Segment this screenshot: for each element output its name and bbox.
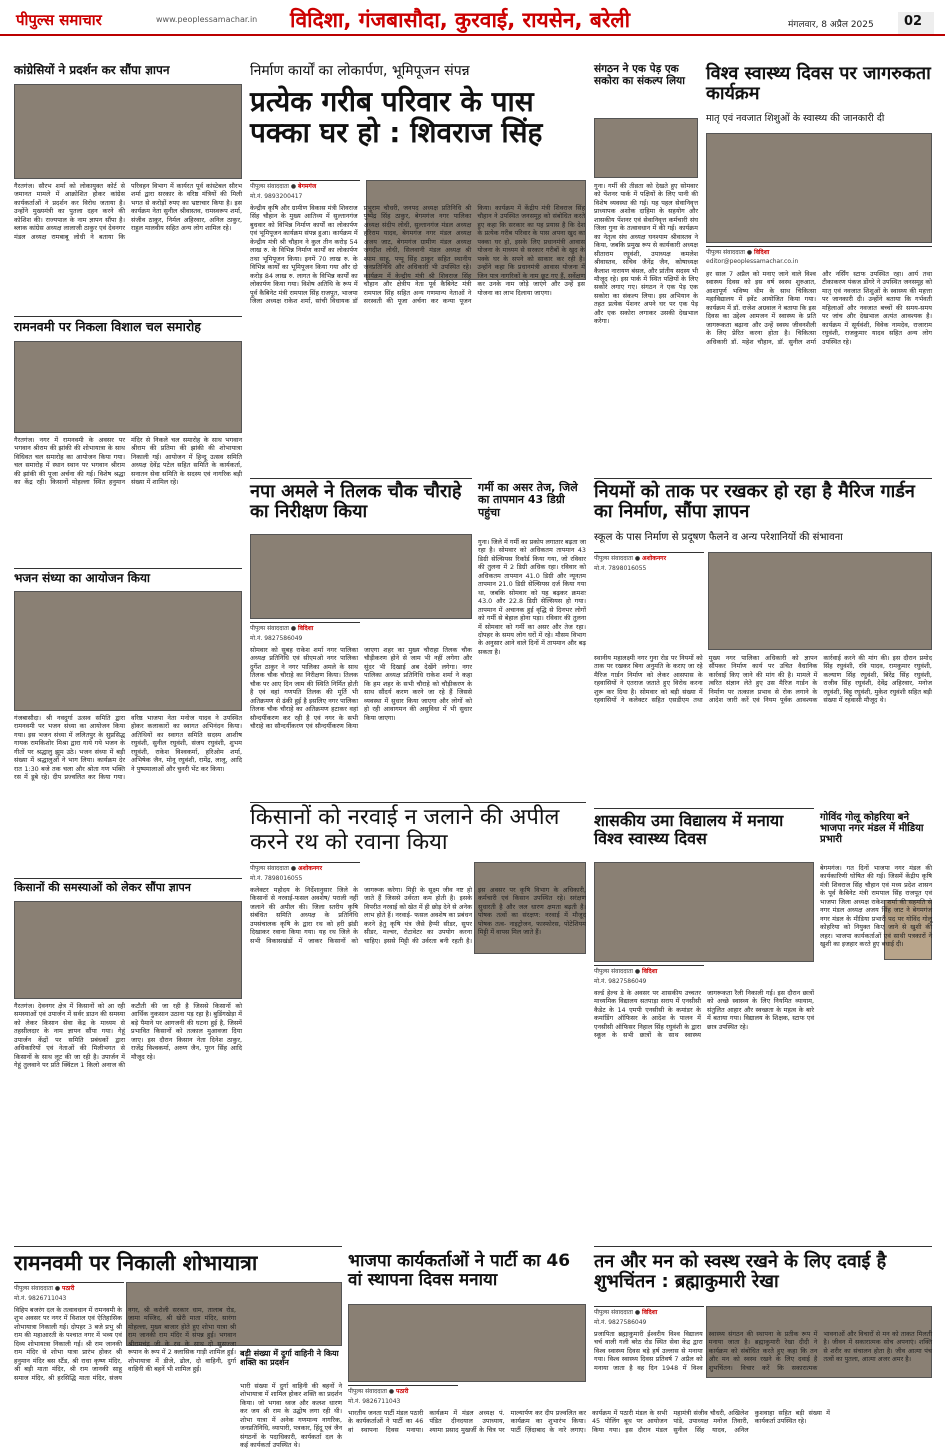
story-farmers-memorandum: गैरतगंज। देवनगर क्षेत्र में किसानों को आ रही समस्याओं एवं उपार्जन में सर्वर डाउन की समस्या को लेकर किसान सेवा केंद्र के माध्यम से तहसीलदार के नाम ज्ञापन सौंपा गया। गेहूं उपार्जन केंद्रों पर समिति प्रबंधकों द्वारा अधिकारियों एवं नेताओं की मिलीभगत से किसानों के साथ लूट की जा रही है। उपार्जन में गेहूं तुलवाने पर प्रति क्विंटल 1 किलो अनाज की कटौती की जा रही है जिससे किसानों को आर्थिक नुकसान उठाना पड़ रहा है। बुडिंगखेड़ा में बड़े पैमाने पर आगजनी की घटना हुई है, जिसमें प्रभावित किसानों को तत्काल मुआवजा दिया जाए। इस दौरान किसान नेता दिनेश ठाकुर, राजेंद्र विश्वकर्मा, अरुण जैन, पूरन सिंह आदि मौजूद रहे। (14, 1002, 242, 1070)
photo-ek-ped-ek-sakora (594, 118, 698, 178)
tilak-byline: पीपुल्स संवाददाता ● विदिशा (250, 622, 360, 633)
story-narwai-rath: कलेक्टर महोदय के निर्देशानुसार जिले के किसानों से नरवाई-फसल अवशेष/ पराली नहीं जलाने की अपील की। जिला स्तरीय कृषि संबंधित समिति अध्यक्ष के प्रतिनिधि उपसंचालक कृषि के द्वारा रथ को हरी झंडी दिखाकर रवाना किया गया। यह रथ जिले के सभी विकासखंडों में जाकर किसानों को जागरूक करेगा। मिट्टी के सूक्ष्म जीव नष्ट हो जाते हैं जिससे उर्वरता कम होती है। इसके विपरीत नरवाई को खेत में ही छोड़ देने से अनेक लाभ होते हैं। नरवाई- फसल अवशेष का प्रबंधन करने हेतु कृषि यंत्र जैसे हैप्पी सीडर, सुपर सीडर, मल्चर, रोटावेटर का उपयोग करना चाहिए। इससे मिट्टी की उर्वरता बनी रहती है। इस अवसर पर कृषि विभाग के अधिकारी, कर्मचारी एवं किसान उपस्थित रहे। सरंक्षण सुधारती है और जल धारण क्षमता बढ़ती है। पोषक तत्वों का संरक्षण: नरवाई में मौजूद पोषक तत्व- नाइट्रोजन, फास्फोरस, पोटेशियम मिट्टी में वापस मिल जाते हैं। (250, 886, 586, 945)
photo-congress-protest (14, 84, 242, 179)
story-marriage-garden: स्थानीय महालक्ष्मी नगर गुना रोड पर नियमों को ताक पर रखकर बिना अनुमति के कराए जा रहे मैरिज गार्डन निर्माण को लेकर आसपास के रहवासियों ने एतराज जताते हुए विरोध करना शुरू कर दिया है। सोमवार को बड़ी संख्या में रहवासियों ने कलेक्टर सहित एसडीएम तथा मुख्य नगर पालिका अधिकारी को ज्ञापन सौंपकर निर्माण कार्य पर उचित वैधानिक कार्रवाई किए जाने की मांग की है। मामले में त्वरित संज्ञान लेते हुए उस मैरिज गार्डन के निर्माण पर तत्काल प्रभाव से रोक लगाने के आदेश जारी करें एवं नियम पूर्वक आवश्यक कार्रवाई करने की मांग की। इस दौरान प्रमोद सिंह रघुवंशी, रवि यादव, रामकुमार रघुवंशी, कल्याण सिंह रघुवंशी, बिरेंद्र सिंह रघुवंशी, राजीव सिंह रघुवंशी, देवेंद्र अहिरवार, मनोज रघुवंशी, बिट्टू रघुवंशी, मुकेश रघुवंशी सहित बड़ी संख्या में रहवासी मौजूद थे। (594, 654, 932, 705)
headline-durga-vahini: बड़ी संख्या में दुर्गा वाहिनी ने किया शक्ति का प्रदर्शन (240, 1349, 339, 1367)
lead-mobile: मो.नं. 9893200417 (250, 193, 303, 200)
garden-byline: पीपुल्स संवाददाता ● अशोकनगर (594, 552, 704, 563)
headline-brahmakumari-rekha: तन और मन को स्वस्थ रखने के लिए दवाई है शुभचिंतन : ब्रह्माकुमारी रेखा (594, 1251, 887, 1293)
lead-story: केन्द्रीय कृषि और ग्रामीण विकास मंत्री शिवराज सिंह चौहान के मुख्य आतिथ्य में सुल्तानगंज बुधवार को विभिन्न निर्माण कार्यों का लोकार्पण एवं भूमिपूजन कार्यक्रम संपन्न हुआ। कार्यक्रम में केन्द्रीय मंत्री श्री चौहान ने कुल तीन करोड़ 54 लाख रु. के विभिन्न निर्माण कार्यों का लोकार्पण तथा भूमिपूजन किया। इनमें 70 लाख रु. के विभिन्न कार्यों का भूमिपूजन किया गया और दो करोड़ 84 लाख रु. लागत के विभिन्न कार्यों का लोकार्पण किया गया। विशेष अतिथि के रूप में पूर्व कैबिनेट मंत्री रामपाल सिंह राजपूत, भाजपा जिला अध्यक्ष राकेश शर्मा, सांची विधायक डॉ प्रभुराम चौधरी, जनपद अध्यक्ष प्रतिनिधि श्री पुष्पेंद्र सिंह ठाकुर, बेगमगंज नगर पालिका अध्यक्ष संदीप लोधी, सुल्तानगंज मंडल अध्यक्ष हरिराम यादव, बेगमगंज नगर मंडल अध्यक्ष अजय जाट, बेगमगंज ग्रामीण मंडल अध्यक्ष जगदीश लोधी, सिलवानी मंडल अध्यक्ष श्री श्याम साहू, पप्पू सिंह ठाकुर सहित स्थानीय जनप्रतिनिधि और अधिकारी भी उपस्थित रहे। कार्यक्रम में केन्द्रीय मंत्री श्री शिवराज सिंह चौहान और क्षेत्रीय नेता पूर्व कैबिनेट मंत्री रामपाल सिंह सहित अन्य गणमान्य नेताओं ने सरस्वती की पूजा अर्चना कर कन्या पूजन किया। कार्यक्रम में केंद्रीय मंत्री शिवराज सिंह चौहान ने उपस्थित जनसमूह को संबोधित करते हुए कहा कि सरकार का यह प्रयास है कि देश के प्रत्येक गरीब परिवार के पास अपना खुद का पक्का घर हो, इसके लिए प्रधानमंत्री आवास योजना के माध्यम से सरकार गरीबों के खुद के पक्के घर के सपने को साकार कर रही है। उन्होंने कहा कि प्रधानमंत्री आवास योजना में जिन पात्र नागरिकों के नाम छूट गए हैं, सर्वेक्षण कर उनके नाम जोड़े जाएंगे और उन्हें इस योजना का लाभ दिलाया जाएगा। (250, 204, 585, 305)
story-world-health-day: हर साल 7 अप्रैल को मनाए जाने वाले विश्व स्वास्थ्य दिवस को इस वर्ष स्वस्थ शुरुआत, आशापूर्ण भविष्य थीम के साथ चिकित्सा महाविद्यालय में इवेंट आयोजित किया गया। कार्यक्रम में डॉ. राजेश अग्रवाल ने बताया कि इस दिवस का उद्देश्य आमजन में स्वास्थ्य के प्रति जागरूकता बढ़ाना और उन्हें स्वस्थ जीवनशैली के लिए प्रेरित करना होता है। चिकित्सा अधिकारी डॉ. महेश चौहान, डॉ. सुनील शर्मा और नर्सिंग स्टाफ उपस्थित रहा। आर्य तथा टीकाकरण पंकज डोंगरे ने उपस्थित जनसमूह को मातृ एवं नवजात शिशुओं के स्वास्थ्य की महत्ता पर जानकारी दी। उन्होंने बताया कि गर्भवती महिलाओं और नवजात बच्चों की समय-समय पर जांच और देखभाल अत्यंत आवश्यक है। कार्यक्रम में सूर्यवंशी, विवेक नामदेव, राजाराम रघुवंशी, राजकुमार यादव सहित अन्य लोग उपस्थित रहे। (706, 270, 932, 346)
story-media-prabhari: बेगमगंज। गत दिनों भाजपा नगर मंडल की कार्यकारिणी घोषित की गई। जिसमें केंद्रीय कृषि मंत्री शिवराज सिंह चौहान एवं मध्य प्रदेश शासन के पूर्व कैबिनेट मंत्री रामपाल सिंह राजपूत एवं भाजपा जिला अध्यक्ष राकेश शर्मा की सहमति से नगर मंडल अध्यक्ष अजय सिंह जाट ने बेगमगंज नगर मंडल के मीडिया प्रभारी पद पर गोविंद गोलू कोहरिया को नियुक्त किए जाने से खुशी की लहर। भाजपा कार्यकर्ताओं एवं साथी पत्रकारों ने खुशी का इजहार करते हुए बधाई दी। (820, 864, 932, 949)
story-bhajan-sandhya: गंजबासौदा। श्री नवदुर्गा उत्सव समिति द्वारा रामनवमी पर भजन संध्या का आयोजन किया गया। इस भजन संध्या में ललितपुर के सुप्रसिद्ध गायक रामकिशोर मिश्रा द्वारा गाये गये भजन के गीतों पर श्रद्धालु झूम उठे। भजन संध्या में बड़ी संख्या में श्रद्धालुओं ने भाग लिया। कार्यक्रम देर रात 1:30 बजे तक चला और श्रोता गण भक्ति रस में डूबे रहे। दीप प्रज्वलित कर किया गया। वरिष्ठ भाजपा नेता मनोज यादव ने उपस्थित होकर कलाकारों का स्वागत अभिनंदन किया। अतिथियों का स्वागत समिति सदस्य आशीष रघुवंशी, सुनील रघुवंशी, संजय रघुवंशी, शुभम रघुवंशी, राकेश विश्वकर्मा, हरिओम शर्मा, अभिषेक जैन, मोनू रघुवंशी, रामेंद्र, लालू, आदि ने पुष्पमालाओं और चुनरी भेंट कर किया। (14, 714, 242, 782)
photo-marriage-garden (708, 552, 932, 650)
headline-bjp-foundation-day: भाजपा कार्यकर्ताओं ने पार्टी का 46 वां स्थापना दिवस मनाया (348, 1251, 571, 1291)
headline-media-prabhari: गोविंद गोलू कोहरिया बने भाजपा नगर मंडल में मीडिया प्रभारी (820, 812, 924, 846)
page-number: 02 (898, 12, 934, 34)
headline-congress-protest: कांग्रेसियों ने प्रदर्शन कर सौंपा ज्ञापन (14, 63, 170, 77)
newspaper-logo: पीपुल्स समाचार (16, 11, 102, 29)
bjp-mobile: मो.नं. 9826711043 (348, 1398, 401, 1405)
shobhayatra-byline: पीपुल्स संवाददाता ● पठारी (14, 1282, 124, 1293)
photo-uma-vidyalaya (594, 862, 814, 962)
health-byline: पीपुल्स संवाददाता ● विदिशा (706, 246, 932, 257)
story-ramnavami-procession: गैरतगंज। नगर में रामनवमी के अवसर पर भगवान श्रीराम की झांकी की शोभायात्रा के साथ विधिवत चल समारोह का आयोजन किया गया। चल समारोह में स्थान स्थान पर भगवान श्रीराम की झांकी की पूजा अर्चना की गई। विशेष श्रद्धा का केंद्र रही। किसानों मोहल्ला स्थित हनुमान मंदिर से निकले चल समारोह के साथ भगवान श्रीराम की प्रतिमा की झांकी की शोभायात्रा निकाली गई। आयोजन में हिन्दू उत्सव समिति अध्यक्ष देवेंद्र पटेल सहित समिति के कार्यकर्ता, सनातन सेवा समिति के सदस्य एवं नागरिक बड़ी संख्या में शामिल रहे। (14, 436, 242, 487)
issue-date: मंगलवार, 8 अप्रैल 2025 (788, 20, 874, 30)
lead-byline: पीपुल्स संवाददाता ● बेगमगंज (250, 180, 360, 191)
story-ek-ped-ek-sakora: गुना। गर्मी की तीव्रता को देखते हुए सोमवार को पेंशनर पार्क में पक्षियों के लिए पानी की विशेष व्यवस्था की गई। यह पहल सेवानिवृत्त प्राध्यापक अशोक दाहिमा के सहयोग और शासकीय पेंशनर एवं सेवानिवृत्त कर्मचारी संघ जिला गुना के तत्वावधान में की गई। कार्यक्रम का नेतृत्व संघ अध्यक्ष घनश्याम श्रीवास्तव ने किया, जबकि प्रमुख रूप से कार्यकारी अध्यक्ष सीताराम रघुवंशी, उपाध्यक्ष कमलेश श्रीवास्तव, सचिव जैनेंद्र जैन, कोषाध्यक्ष कैलाश नारायण बंसल, और प्रांतीय सदस्य भी मौजूद रहे। इस पार्क में स्थित पक्षियों के लिए सकोरे लगाए गए। संगठन ने एक पेड़ एक सकोरा का संकल्प लिया। इस अभियान के तहत प्रत्येक पेंशनर अपने घर पर एक पेड़ और एक सकोरा लगाकर उसकी देखभाल करेगा। (594, 182, 698, 326)
garden-mobile: मो.नं. 7898016055 (594, 565, 647, 572)
subhead-world-health-day: मातृ एवं नवजात शिशुओं के स्वास्थ्य की जानकारी दी (706, 113, 885, 124)
region-title: विदिशा, गंजबासौदा, कुरवाई, रायसेन, बरेली (290, 8, 631, 32)
bjp-byline: पीपुल्स संवाददाता ● पठारी (348, 1385, 458, 1396)
headline-uma-vidyalaya: शासकीय उमा विद्यालय में मनाया विश्व स्वास्थ्य दिवस (594, 811, 784, 848)
story-tilak-chowk: सोमवार को सुबह राकेश शर्मा नगर पालिका अध्यक्ष प्रतिनिधि एवं सीएमओ नगर पालिका दुर्गेश ठाकुर ने नगर पालिका अमले के साथ तिलक चौक चौराहे का निरीक्षण किया। तिलक चौक पर आए दिन जाम की स्थिति निर्मित होती है एवं वहां गणपति तिलक की मूर्ति भी अतिक्रमण से ढंकी हुई है इसलिए नगर पालिका तिलक चौक चौराहे का अतिक्रमण हटाकर वहां सौन्दर्यीकरण कर रही है एवं नगर के सभी चौराहे का सौन्दर्यीकरण एवं सौन्दर्यीकरण किया जाएगा शहर का मुख्य चौराहा तिलक चौक चौड़ीकरण होने से जाम भी नहीं लगेगा और सुंदर भी दिखाई अब देखेंगे लगेगा। नगर पालिका अध्यक्ष प्रतिनिधि राकेश शर्मा ने कहा कि हम शहर के सभी चौराहे को चौड़ीकरण के साथ सौंदर्य करण करने जा रहे हैं जिससे व्यवस्था में सुधार किया जाएगा और लोगों को हो रही आवागमन की असुविधा में भी सुधार किया जाएगा। (250, 646, 472, 731)
story-heat-43-degrees: गुना। जिले में गर्मी का प्रकोप लगातार बढ़ता जा रहा है। सोमवार को अधिकतम तापमान 43 डिग्री सेल्सियस रिकॉर्ड किया गया, जो रविवार की तुलना में 2 डिग्री अधिक रहा। रविवार को अधिकतम तापमान 41.0 डिग्री और न्यूनतम तापमान 21.0 डिग्री सेल्सियस दर्ज किया गया था, जबकि सोमवार को यह बढ़कर क्रमशः 43.0 और 22.8 डिग्री सेल्सियस हो गया। तापमान में अचानक हुई वृद्धि से दिनभर लोगों को गर्मी से बेहाल होना पड़ा। रविवार की तुलना में सोमवार को गर्मी का असर और तेज रहा। दोपहर के समय लोग घरों में रहे। मौसम विभाग के अनुसार आने वाले दिनों में तापमान और बढ़ सकता है। (478, 538, 586, 656)
photo-bhajan-sandhya (14, 591, 242, 711)
story-uma-vidyalaya: वर्ल्ड हेल्थ डे के अवसर पर शासकीय उच्चतर माध्यमिक विद्यालय सतपाड़ा सराय में एनसीसी कैडेट के 14 एमपी एनसीसी के कमांडर के कमांडिंग ऑफिसर के आदेश के पालन में एनसीसी ऑफिसर निहाल सिंह रघुवंशी के द्वारा स्कूल के सभी छात्रों के साथ स्वास्थ्य जागरूकता रैली निकाली गई। इस दौरान छात्रों को अच्छे स्वास्थ्य के लिए नियमित व्यायाम, संतुलित आहार और स्वच्छता के महत्व के बारे में बताया गया। विद्यालय के शिक्षक, स्टाफ एवं छात्र उपस्थित रहे। (594, 989, 814, 1040)
headline-ramnavami-shobhayatra: रामनवमी पर निकाली शोभायात्रा (14, 1251, 258, 1275)
health-email: editor@peoplessamachar.co.in (706, 258, 799, 265)
photo-world-health-day (706, 133, 932, 243)
story-brahmakumari-rekha: प्रजापिता ब्रह्माकुमारी ईश्वरीय विश्व विद्यालय चर्च वाली गली बरेठ रोड स्थित सेवा केंद्र द्वारा विश्व स्वास्थ्य दिवस बड़े हर्ष उल्लास से मनाया गया। विश्व स्वास्थ्य दिवस प्रतिवर्ष 7 अप्रैल को मनाया जाता है वह दिन 1948 में विश्व स्वास्थ्य संगठन की स्थापना के प्रतीक रूप में मनाया जाता है। ब्रह्माकुमारी रेखा दीदी ने कार्यक्रम को संबोधित करते हुए कहा कि तन और मन को स्वस्थ रखने के लिए दवाई है शुभचिंतन। विचार करें कि सकारात्मक भावनाओं और विचारों से मन को ताकत मिलती है। जीवन में सकारात्मक सोच अपनाएं। शक्ति से शरीर का संचालन होता है। जीव आत्मा पंच तत्वों का पुतला, आत्मा अजर अमर है। (594, 1330, 932, 1372)
masthead (0, 0, 945, 36)
photo-ramnavami-procession (14, 341, 242, 433)
photo-tilak-chowk (250, 534, 472, 619)
story-congress-protest: गैरतगंज। सौरभ शर्मा को लोकायुक्त कोर्ट से जमानत मामले में आक्रोशित होकर कांग्रेस कार्यकर्ताओं ने प्रदर्शन कर विरोध जताया है। उन्होंने मुख्यमंत्री का पुतला दहन करने की कोशिश की। राज्यपाल के नाम ज्ञापन सौंपा है। ब्लाक कांग्रेस अध्यक्ष लालाजी ठाकुर एवं देवनगर मंडल अध्यक्ष रामबाबू लोधी ने बताया कि परिवहन विभाग में कार्यरत पूर्व कांस्टेबल सौरभ शर्मा द्वारा सरकार के वरिष्ठ मंत्रियों की मिली भगत से करोड़ों रुपए का भ्रष्टाचार किया है। इस कार्यक्रम नेता सुनील श्रीवास्तव, रामस्वरूप शर्मा, संजीव ठाकुर, निर्मल अहिरवार, अनिल ठाकुर, राहुल मालवीय सहित अन्य लोग शामिल रहे। (14, 182, 242, 241)
headline-ek-ped-ek-sakora: संगठन ने एक पेड़ एक सकोरा का संकल्प लिया (594, 63, 685, 87)
headline-heat-43-degrees: गर्मी का असर तेज, जिले का तापमान 43 डिग्री पहुंचा (478, 481, 578, 519)
headline-tilak-chowk: नपा अमले ने तिलक चौक चौराहे का निरीक्षण किया (250, 481, 462, 523)
website-url: www.peoplessamachar.in (156, 15, 258, 24)
headline-ramnavami-procession: रामनवमी पर निकला विशाल चल समारोह (14, 319, 201, 334)
narwai-byline: पीपुल्स संवाददाता ● अशोकनगर (250, 862, 360, 873)
story-durga-vahini: भारी संख्या में दुर्गा वाहिनी की बहनों ने शोभायात्रा में शामिल होकर शक्ति का प्रदर्शन किया। जो भगवा ध्वज और कलश धारण कर जय श्री राम के उद्घोष लगा रही थी। शोभा यात्रा में अनेक गणमान्य नागरिक, जनप्रतिनिधि, व्यापारी, पत्रकार, हिंदू एवं जैन संगठनों के पदाधिकारी, कार्यकर्ता दल के कई कार्यकर्ता उपस्थित थे। (240, 1382, 342, 1450)
photo-bjp-foundation-day (348, 1304, 586, 1382)
headline-bhajan-sandhya: भजन संध्या का आयोजन किया (14, 571, 151, 585)
story-ramnavami-shobhayatra: विहिप बजरंग दल के तत्वावधान में रामनवमी के शुभ अवसर पर नगर में विशाल एवं ऐतिहासिक शोभायात्रा निकाली गई। दोपहर 3 बजे प्रभु श्री राम की महाआरती के पश्चात नगर में भव्य एवं दिव्य शोभायात्रा निकाली गई। श्री राम जानकी राम मंदिर से शोभा यात्रा प्रारंभ होकर श्री हनुमान मंदिर बस स्टैंड, श्री राधा कृष्ण मंदिर, श्री बड़ी माता मंदिर, श्री राम जानकी साहू समाज मंदिर, श्री हरसिद्धि माता मंदिर, संजय नगर, श्री करोली सरकार धाम, तालाब रोड, जामा मस्जिद, श्री खेरी माता मंदिर, सारंगा मोहल्ला, मुख्य बाजार होते हुए शोभा यात्रा श्री राम जानकी राम मंदिर में संपन्न हुई। भगवान श्रीरामचंद्र जी के रथ के साथ दो सुसज्जा रूपान के रूप में 2 क्लासिक गाड़ी शामिल हुईं। शोभायात्रा में डीजे, ढोल, दो वाहिनी, दुर्गा वाहिनी की बहनें भी शामिल हुईं। (14, 1306, 236, 1382)
subhead-marriage-garden: स्कूल के पास निर्माण से प्रदूषण फैलने व अन्य परेशानियों की संभावना (594, 532, 843, 543)
tilak-mobile: मो.नं. 9827586049 (250, 635, 303, 642)
uma-byline: पीपुल्स संवाददाता ● विदिशा (594, 965, 704, 976)
brahmakumari-byline: पीपुल्स संवाददाता ● विदिशा (594, 1306, 704, 1317)
story-bjp-foundation-day: भारतीय जनता पार्टी मंडल पठारी के कार्यकर्ताओं ने पार्टी का 46 वां स्थापना दिवस मनाया। कार्यक्रम में मंडल अध्यक्ष पं. पंडित दीनदयाल उपाध्याय, श्यामा प्रसाद मुखर्जी के चित्र पर माल्यार्पण कर दीप प्रज्वलित कर कार्यक्रम का शुभारंभ किया। पार्टी ज़िंदाबाद के नारे लगाए। कार्यक्रम में पठारी मंडल के सभी 45 पोलिंग बूथ पर आयोजन किया गया। इस दौरान मंडल महामंत्री संजीव चौधरी, अखिलेश पांडे, उपाध्यक्ष मनोज तिवारी, सुनील सिंह यादव, अनिल कुशवाहा सहित बड़ी संख्या में कार्यकर्ता उपस्थित रहे। (348, 1409, 830, 1434)
headline-farmers-memorandum: किसानों की समस्याओं को लेकर सौंपा ज्ञापन (14, 881, 191, 894)
uma-mobile: मो.नं. 9827586049 (594, 978, 647, 985)
lead-kicker: निर्माण कार्यों का लोकार्पण, भूमिपूजन संपन्न (250, 63, 470, 79)
shobhayatra-mobile: मो.नं. 9826711043 (14, 1295, 67, 1302)
headline-marriage-garden: नियमों को ताक पर रखकर हो रहा है मैरिज गार्डन का निर्माण, सौंपा ज्ञापन (594, 481, 915, 523)
brahmakumari-mobile: मो.नं. 9827586049 (594, 1319, 647, 1326)
headline-narwai-rath: किसानों को नरवाई न जलाने की अपील करने रथ को रवाना किया (250, 805, 560, 855)
headline-world-health-day: विश्व स्वास्थ्य दिवस पर जागरुकता कार्यक्रम (706, 63, 931, 105)
narwai-mobile: मो.नं. 7898016055 (250, 875, 303, 882)
photo-farmers-memorandum (14, 901, 242, 999)
lead-headline: प्रत्येक गरीब परिवार के पास पक्का घर हो : शिवराज सिंह (250, 85, 543, 150)
